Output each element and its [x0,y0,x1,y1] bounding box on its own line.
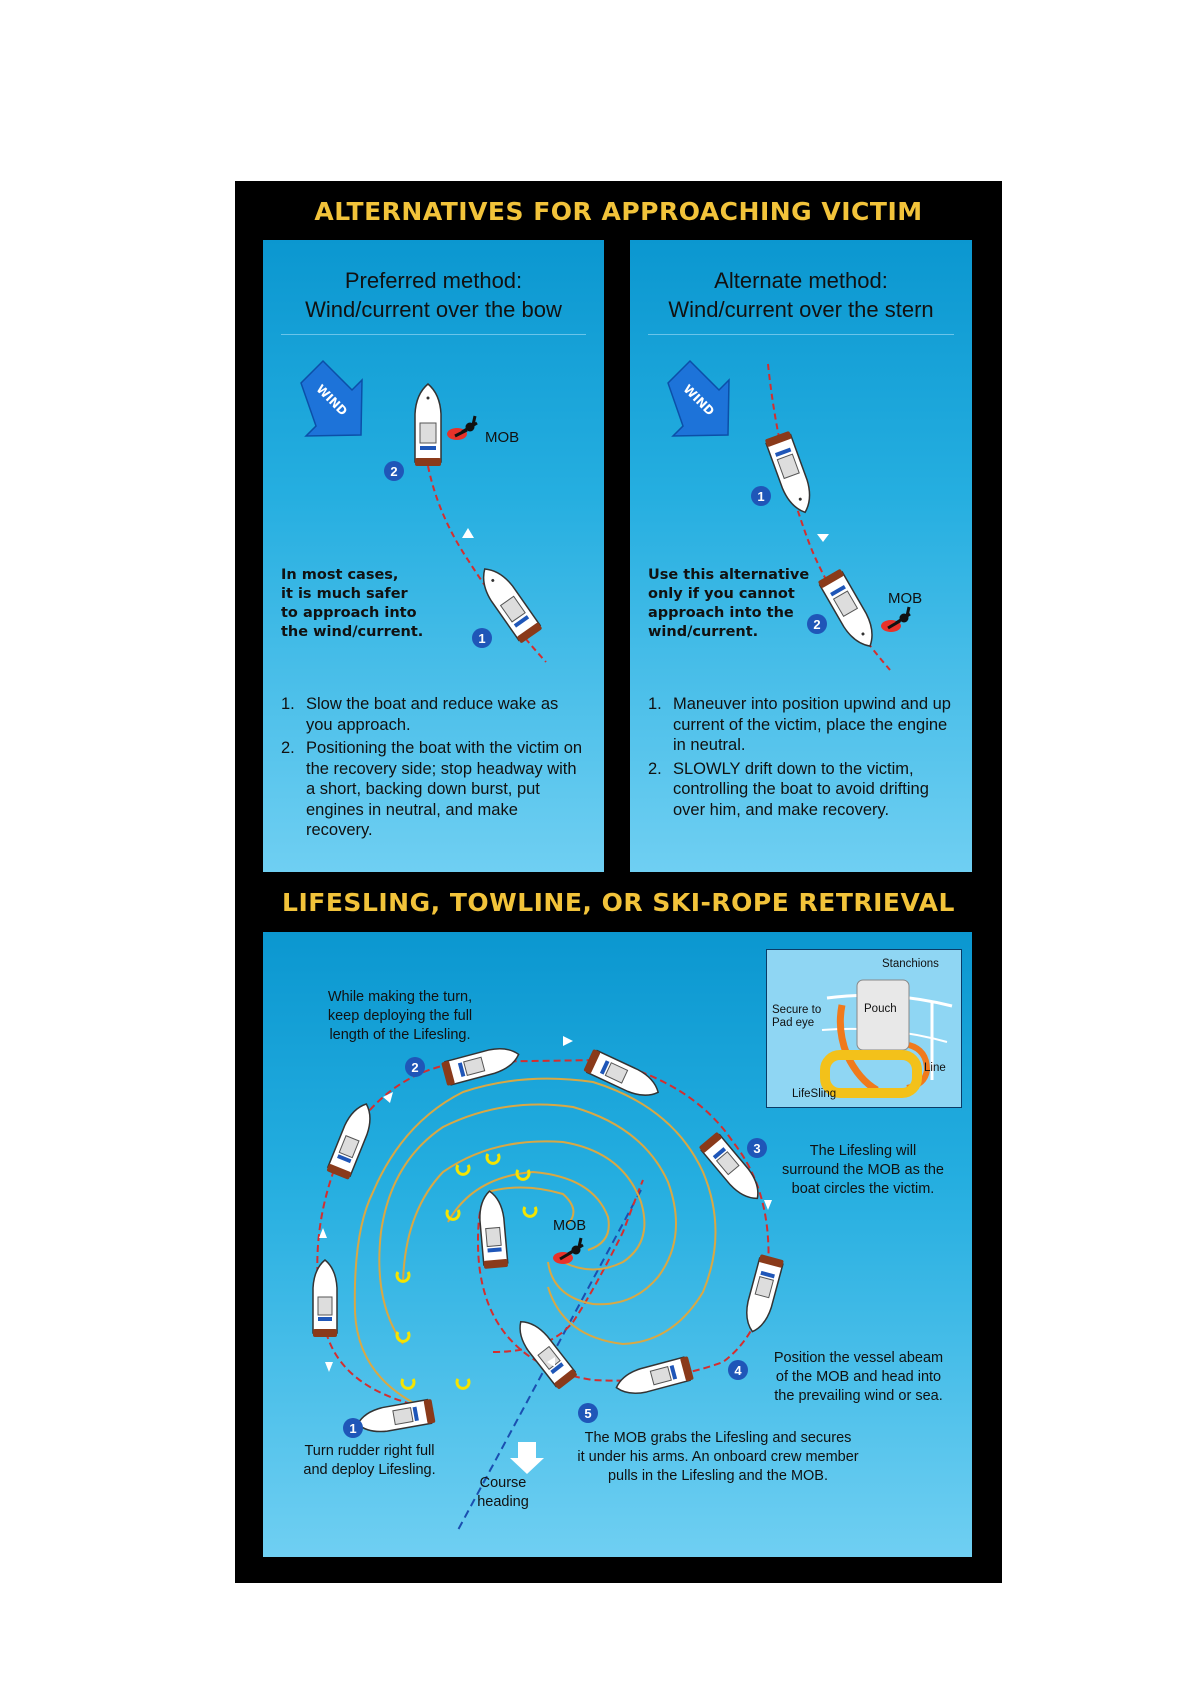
boat-icon [415,384,441,466]
mob-label: MOB [485,429,520,446]
course-heading-label: Course heading [477,1475,529,1510]
alternate-method-note: Use this alternative only if you cannot approach into the wind/current. [648,567,810,640]
person-in-water-icon [553,1238,583,1264]
step-marker-2 [384,461,404,481]
alternate-method-title: Alternate method: Wind/current over the stern [668,268,934,322]
boat-icon [613,1356,694,1399]
step-marker-4 [728,1360,748,1380]
svg-text:2: 2 [411,1060,419,1075]
boat-icon [326,1099,377,1179]
step4-caption: Position the vessel abeam of the MOB and head into the prevailing wind or sea. [773,1350,944,1404]
svg-text:2: 2 [390,464,398,479]
boat-icon [477,1190,508,1269]
boat-icon [741,1254,784,1335]
step-marker-1 [751,486,771,506]
boat-icon [511,1314,577,1389]
svg-text:5: 5 [584,1406,592,1421]
header-approaching-victim: ALTERNATIVES FOR APPROACHING VICTIM [314,197,923,226]
alternate-method-steps [648,694,953,823]
lifesling-markers [397,1154,536,1388]
svg-text:1: 1 [478,631,486,646]
direction-arrow-icon [817,534,829,542]
boat-icon [765,431,817,517]
boat-icon [441,1043,522,1086]
svg-text:3: 3 [753,1141,761,1156]
infographic-poster [235,181,1002,1583]
boat-icon [818,569,882,653]
line-label: Line [924,1062,946,1074]
preferred-method-panel [263,240,604,872]
person-in-water-icon [447,416,477,440]
wind-label: WIND [313,381,351,419]
step-marker-2 [807,614,827,634]
step3-caption: The Lifesling will surround the MOB as the boat circles the victim. [782,1143,944,1197]
list-item: 1. Slow the boat and reduce wake as you approach. [281,695,559,734]
step1-caption: Turn rudder right full and deploy Lifesling. [303,1443,436,1478]
direction-arrow-icon [462,528,474,538]
mob-label: MOB [553,1218,587,1234]
step2-caption: While making the turn, keep deploying the full length of the Lifesling. [327,989,473,1043]
wind-label: WIND [680,381,718,419]
preferred-method-title: Preferred method: Wind/current over the bow [305,268,562,322]
list-item: 1. Maneuver into position upwind and up current of the victim, place the engine in neutral. [648,695,951,754]
step5-caption: The MOB grabs the Lifesling and secures it under his arms. An onboard crew member pulls in the Lifesling and the MOB. [577,1430,859,1484]
header-lifesling-retrieval: LIFESLING, TOWLINE, OR SKI-ROPE RETRIEVAL [282,888,955,917]
lifesling-inset-diagram [766,949,962,1108]
secure-label: Secure to Pad eye [772,1004,822,1029]
boat-icon [313,1260,337,1337]
svg-text:1: 1 [349,1421,357,1436]
preferred-method-note: In most cases, it is much safer to approach into the wind/current. [281,567,424,640]
svg-text:2: 2 [813,617,821,632]
step-marker-2 [405,1057,425,1077]
list-item: 2. Positioning the boat with the victim on the recovery side; stop headway with a short, backing down burst, put engines in neutral, and make recovery. [281,739,583,839]
pouch-label: Pouch [864,1003,897,1015]
lifesling-retrieval-panel [263,932,972,1557]
course-arrow-icon [510,1442,544,1474]
svg-text:1: 1 [757,489,765,504]
list-item: 2. SLOWLY drift down to the victim, controlling the boat to avoid drifting over him, and make recovery. [648,759,929,819]
step-marker-1 [343,1418,363,1438]
mob-label: MOB [888,590,923,607]
final-approach-route [493,1180,643,1352]
preferred-method-steps [281,694,586,844]
person-in-water-icon [881,607,910,632]
lifesling-label: LifeSling [792,1088,837,1100]
lifesling-rope-path [355,1079,716,1412]
svg-text:4: 4 [734,1363,742,1378]
step-marker-5 [578,1403,598,1423]
boat-icon [356,1399,436,1436]
stanchions-label: Stanchions [882,958,939,970]
alternate-method-panel [630,240,972,872]
step-marker-1 [472,628,492,648]
